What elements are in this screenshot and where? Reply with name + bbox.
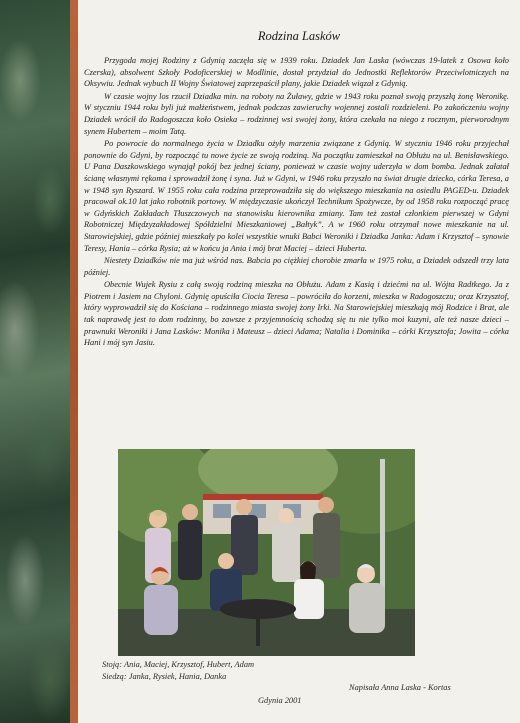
paragraph-4: Niestety Dziadków nie ma już wśród nas. Babcia po ciężkiej chorobie zmarła w 1975 roku, a Dziadek odszedł trzy lata później. [84,256,509,277]
photo-caption [102,659,254,682]
paragraph-2: W czasie wojny los rzucił Dziadka min. na roboty na Żuławy, gdzie w 1943 roku poznał swoją przyszłą żonę Weronikę. W styczniu 1944 roku byli już małżeństwem, jednak podczas zawieruchy wojennej zostali rozdzieleni. Po zakończeniu wojny Dziadek wrócił do Radogoszcza koło Osieka – rodzinnej wsi swojej żony, która czekała na niego z rocznym, pierworodnym synem Hubertem – moim Tatą. [84,91,509,136]
paragraph-3: Po powrocie do normalnego życia w Dziadku ożyły marzenia związane z Gdynią. W styczniu 1946 roku przyjechał ponownie do Gdyni, by rozpocząć tu nowe życie ze swoją rodziną. Na początku zamieszkał na Obłużu na ul. Benisławskiego. U Pana Daszkowskiego wynajął pokój bez jednej ściany, ponieważ w czasie wojny uderzyła w dom bomba. Jednak załatał ścianę własnymi rękoma i sprowadził żonę i syna. Już w Gdyni, w 1946 roku przyszło na świat drugie dziecko, córka Teresa, a w 1948 syn Ryszard. W 1955 roku cała rodzina przeprowadziła się do większego mieszkania na osiedlu PAGED-u. Dziadek pracował ok.10 lat jako robotnik portowy. W międzyczasie ukończył Technikum Spożywcze, by od 1958 roku rozpocząć pracę w Gdyńskich Zakładach Tłuszczowych na stanowisku kierownika zmiany. Tam też został członkiem pierwszej w Gdyni Robotniczej Międzyzakładowej Spółdzielni Mieszkaniowej „Bałtyk”. A w 1960 roku otrzymał nowe mieszkanie na ul. Starowiejskiej, gdzie później mieszkały po kolei wszystkie wnuki Babci Weroniki i Dziadka Janka: Adam i Krzysztof – synowie Teresy, Hania – córka Rysia; aż w końcu ja Ania i mój brat Maciej – dzieci Huberta. [84,139,509,253]
caption-sitting: Siedzą: Janka, Rysiek, Hania, Danka [102,671,227,681]
paragraph-5: Obecnie Wujek Rysiu z całą swoją rodziną mieszka na Obłużu. Adam z Kasią i dziećmi na ul. Wójta Radtkego. Ja z Piotrem i Jasiem na Chyloni. Gdynię opuściła Ciocia Teresa – powróciła do korzeni, mieszka w Radogoszczu; oraz Krzysztof, który wyprowadził się do Kościana – rodzinnego miasta swojej żony Irki. Na Starowiejskiej mieszkają mój Rodzice i Brat, ale tak naprawdę jest to dom rodzinny, bo zawsze z przyjemnością schodzą się tu nie tylko moi kuzyni, ale też nasze dzieci – prawnuki Weroniki i Jana Lasków: Monika i Mateusz – dzieci Adama; Natalia i Dominika – córki Krzysztofa; Jowita – córka Hani i mój syn Jasiu. [84,280,509,348]
document-title: Rodzina Lasków [257,29,341,43]
document-page [84,0,514,723]
marble-border [0,0,70,723]
copper-stripe [70,0,78,723]
author-signature: Napisała Anna Laska - Kortas [349,683,451,692]
paragraph-1: Przygoda mojej Rodziny z Gdynią zaczęła się w 1939 roku. Dziadek Jan Laska (wówczas 19-latek z Osowa koło Czerska), absolwent Szkoły Podoficerskiej w Modlinie, dostał przydział do Jednostki Reflektorów Przeciwlotniczych na Oksywiu. Jednak wybuch II Wojny Światowej zaprzepaścił plany, jakie Dziadek wiązał z Gdynią. [84,56,509,89]
document-body [84,55,509,350]
family-photo [118,449,415,656]
caption-standing: Stoją: Ania, Maciej, Krzysztof, Hubert, Adam [102,660,255,669]
place-date: Gdynia 2001 [258,696,302,705]
